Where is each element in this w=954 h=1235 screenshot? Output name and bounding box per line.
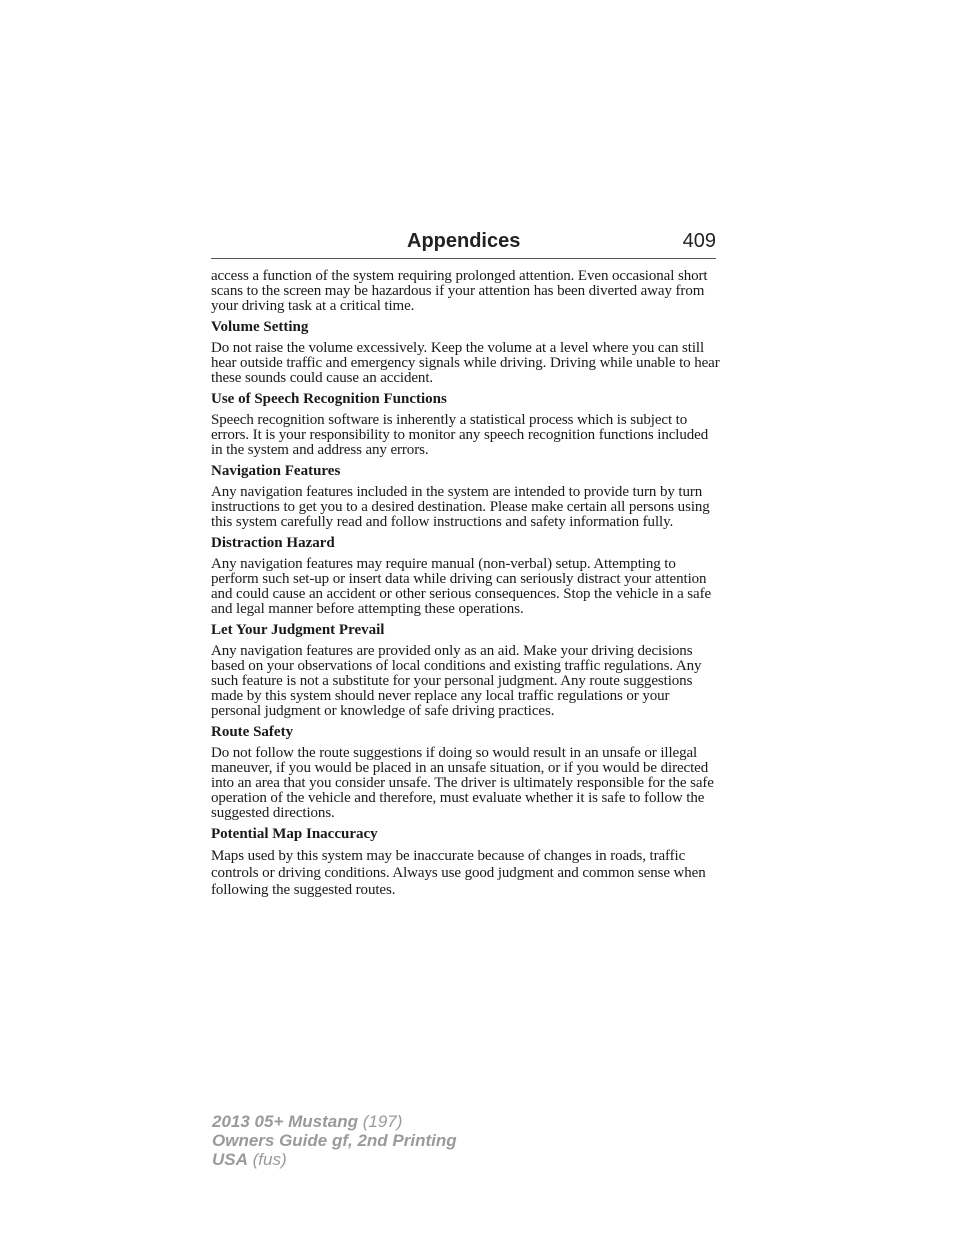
paragraph-map-inaccuracy: Maps used by this system may be inaccurate because of changes in roads, traffic controls or driving conditions. Always use good judgment and common sense when following the suggested routes. [211, 848, 706, 898]
intro-paragraph: access a function of the system requiring prolonged attention. Even occasional short scans to the screen may be hazardous if your attention has been diverted away from your driving task at a critical time. [211, 268, 708, 314]
paragraph-judgment-prevail: Any navigation features are provided only as an aid. Make your driving decisions based on your observations of local conditions and existing traffic regulations. Any such feature is not a substitute for your personal judgment. Any route suggestions made by this system should never replace any local traffic regulations or your personal judgment or knowledge of safe driving practices. [211, 643, 702, 719]
heading-route-safety: Route Safety [211, 724, 294, 740]
footer-market-code: (fus) [252, 1150, 287, 1169]
paragraph-route-safety: Do not follow the route suggestions if doing so would result in an unsafe or illegal maneuver, if you would be placed in an unsafe situation, or if you would be directed into an area that you consider unsafe. The driver is ultimately responsible for the safe operation of the vehicle and therefore, must evaluate whether it is safe to follow the suggested directions. [211, 745, 714, 821]
footer-line-1 [212, 1112, 457, 1131]
heading-speech-recognition: Use of Speech Recognition Functions [211, 391, 447, 407]
paragraph-distraction-hazard: Any navigation features may require manual (non-verbal) setup. Attempting to perform such set-up or insert data while driving can seriously distract your attention and could cause an accident or other serious consequences. Stop the vehicle in a safe and legal manner before attempting these operations. [211, 556, 712, 617]
footer-line-2 [212, 1131, 457, 1150]
heading-map-inaccuracy: Potential Map Inaccuracy [211, 826, 378, 842]
paragraph-volume-setting: Do not raise the volume excessively. Keep the volume at a level where you can still hear outside traffic and emergency signals while driving. Driving while unable to hear these sounds could cause an accident. [211, 340, 720, 386]
page-number: 409 [682, 230, 716, 252]
page-footer [212, 1112, 457, 1169]
footer-guide-edition: Owners Guide gf, 2nd Printing [212, 1131, 457, 1150]
heading-distraction-hazard: Distraction Hazard [211, 535, 335, 551]
paragraph-navigation-features: Any navigation features included in the system are intended to provide turn by turn instructions to get you to a desired destination. Please make certain all persons using this system carefully read and follow instructions and safety information fully. [211, 484, 710, 530]
heading-volume-setting: Volume Setting [211, 319, 309, 335]
footer-model-code: (197) [362, 1112, 403, 1131]
section-title: Appendices [407, 230, 521, 252]
page-header [211, 228, 716, 259]
page-body [211, 269, 721, 905]
heading-navigation-features: Navigation Features [211, 463, 341, 479]
footer-line-3 [212, 1150, 457, 1169]
paragraph-speech-recognition: Speech recognition software is inherently a statistical process which is subject to errors. It is your responsibility to monitor any speech recognition functions included in the system and address any errors. [211, 412, 709, 458]
heading-judgment-prevail: Let Your Judgment Prevail [211, 622, 385, 638]
footer-market: USA [212, 1150, 248, 1169]
footer-model: 2013 05+ Mustang [212, 1112, 358, 1131]
